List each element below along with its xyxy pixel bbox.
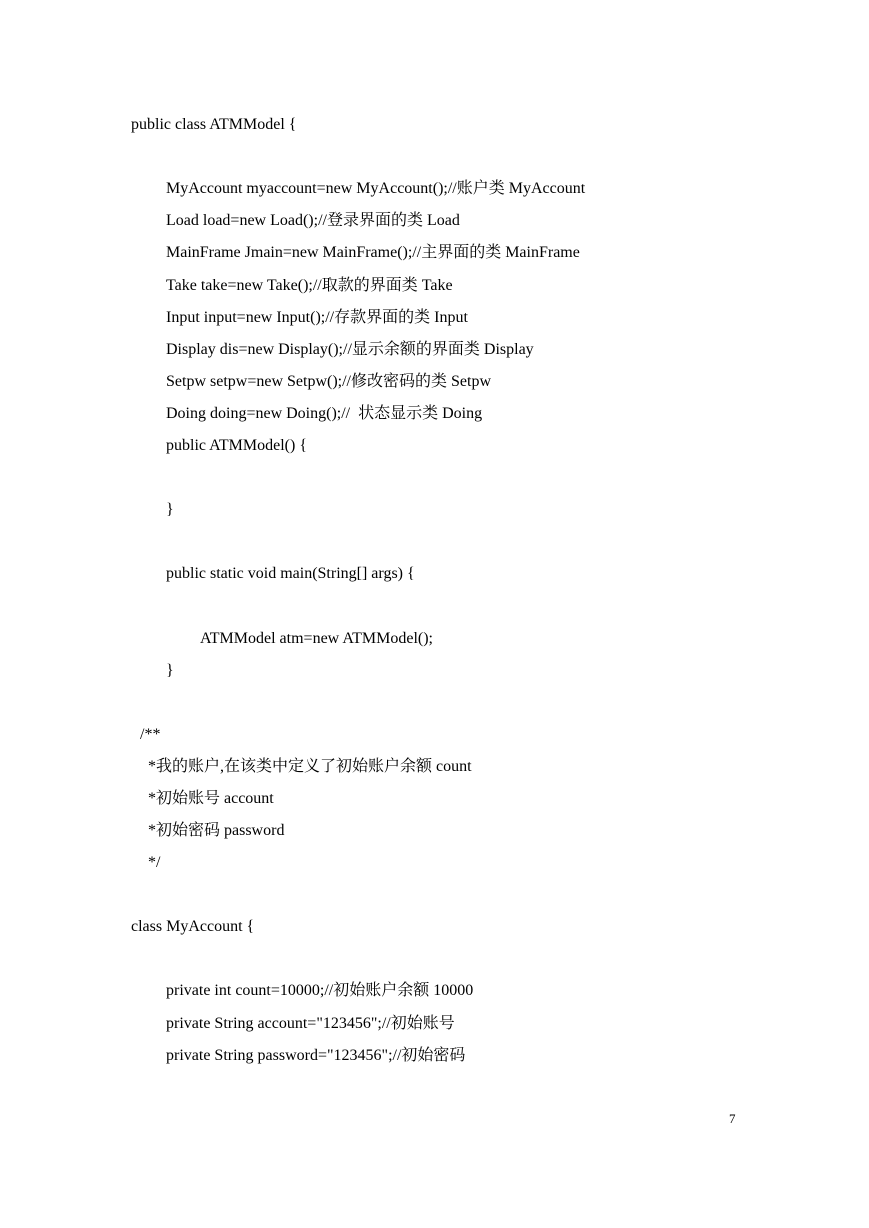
code-line-comment-password: *初始密码 password xyxy=(148,822,285,839)
code-line-comment-account: *初始账号 account xyxy=(148,790,274,807)
code-line-class-decl: public class ATMModel { xyxy=(131,116,297,133)
code-line-atm-instance: ATMModel atm=new ATMModel(); xyxy=(200,630,433,647)
code-line-count-field: private int count=10000;//初始账户余额 10000 xyxy=(166,982,474,999)
code-line-account-field: private String account="123456";//初始账号 xyxy=(166,1015,455,1032)
code-line-constructor-close: } xyxy=(166,501,174,518)
code-line-comment-count: *我的账户,在该类中定义了初始账户余额 count xyxy=(148,758,472,775)
code-line-display: Display dis=new Display();//显示余额的界面类 Display xyxy=(166,341,534,358)
code-line-constructor: public ATMModel() { xyxy=(166,437,307,454)
code-line-myaccount: MyAccount myaccount=new MyAccount();//账户类 MyAccount xyxy=(166,180,586,197)
code-line-comment-open: /** xyxy=(140,726,161,743)
code-line-comment-close: */ xyxy=(148,854,161,871)
code-line-take: Take take=new Take();//取款的界面类 Take xyxy=(166,277,453,294)
code-line-main-close: } xyxy=(166,662,174,679)
code-line-input: Input input=new Input();//存款界面的类 Input xyxy=(166,309,468,326)
code-line-mainframe: MainFrame Jmain=new MainFrame();//主界面的类 MainFrame xyxy=(166,244,580,261)
code-line-setpw: Setpw setpw=new Setpw();//修改密码的类 Setpw xyxy=(166,373,492,390)
code-line-myaccount-class: class MyAccount { xyxy=(131,918,255,935)
page-number: 7 xyxy=(729,1111,736,1126)
code-line-main-method: public static void main(String[] args) { xyxy=(166,565,415,582)
code-line-load: Load load=new Load();//登录界面的类 Load xyxy=(166,212,460,229)
code-line-password-field: private String password="123456";//初始密码 xyxy=(166,1047,466,1064)
code-line-doing: Doing doing=new Doing();// 状态显示类 Doing xyxy=(166,405,483,422)
